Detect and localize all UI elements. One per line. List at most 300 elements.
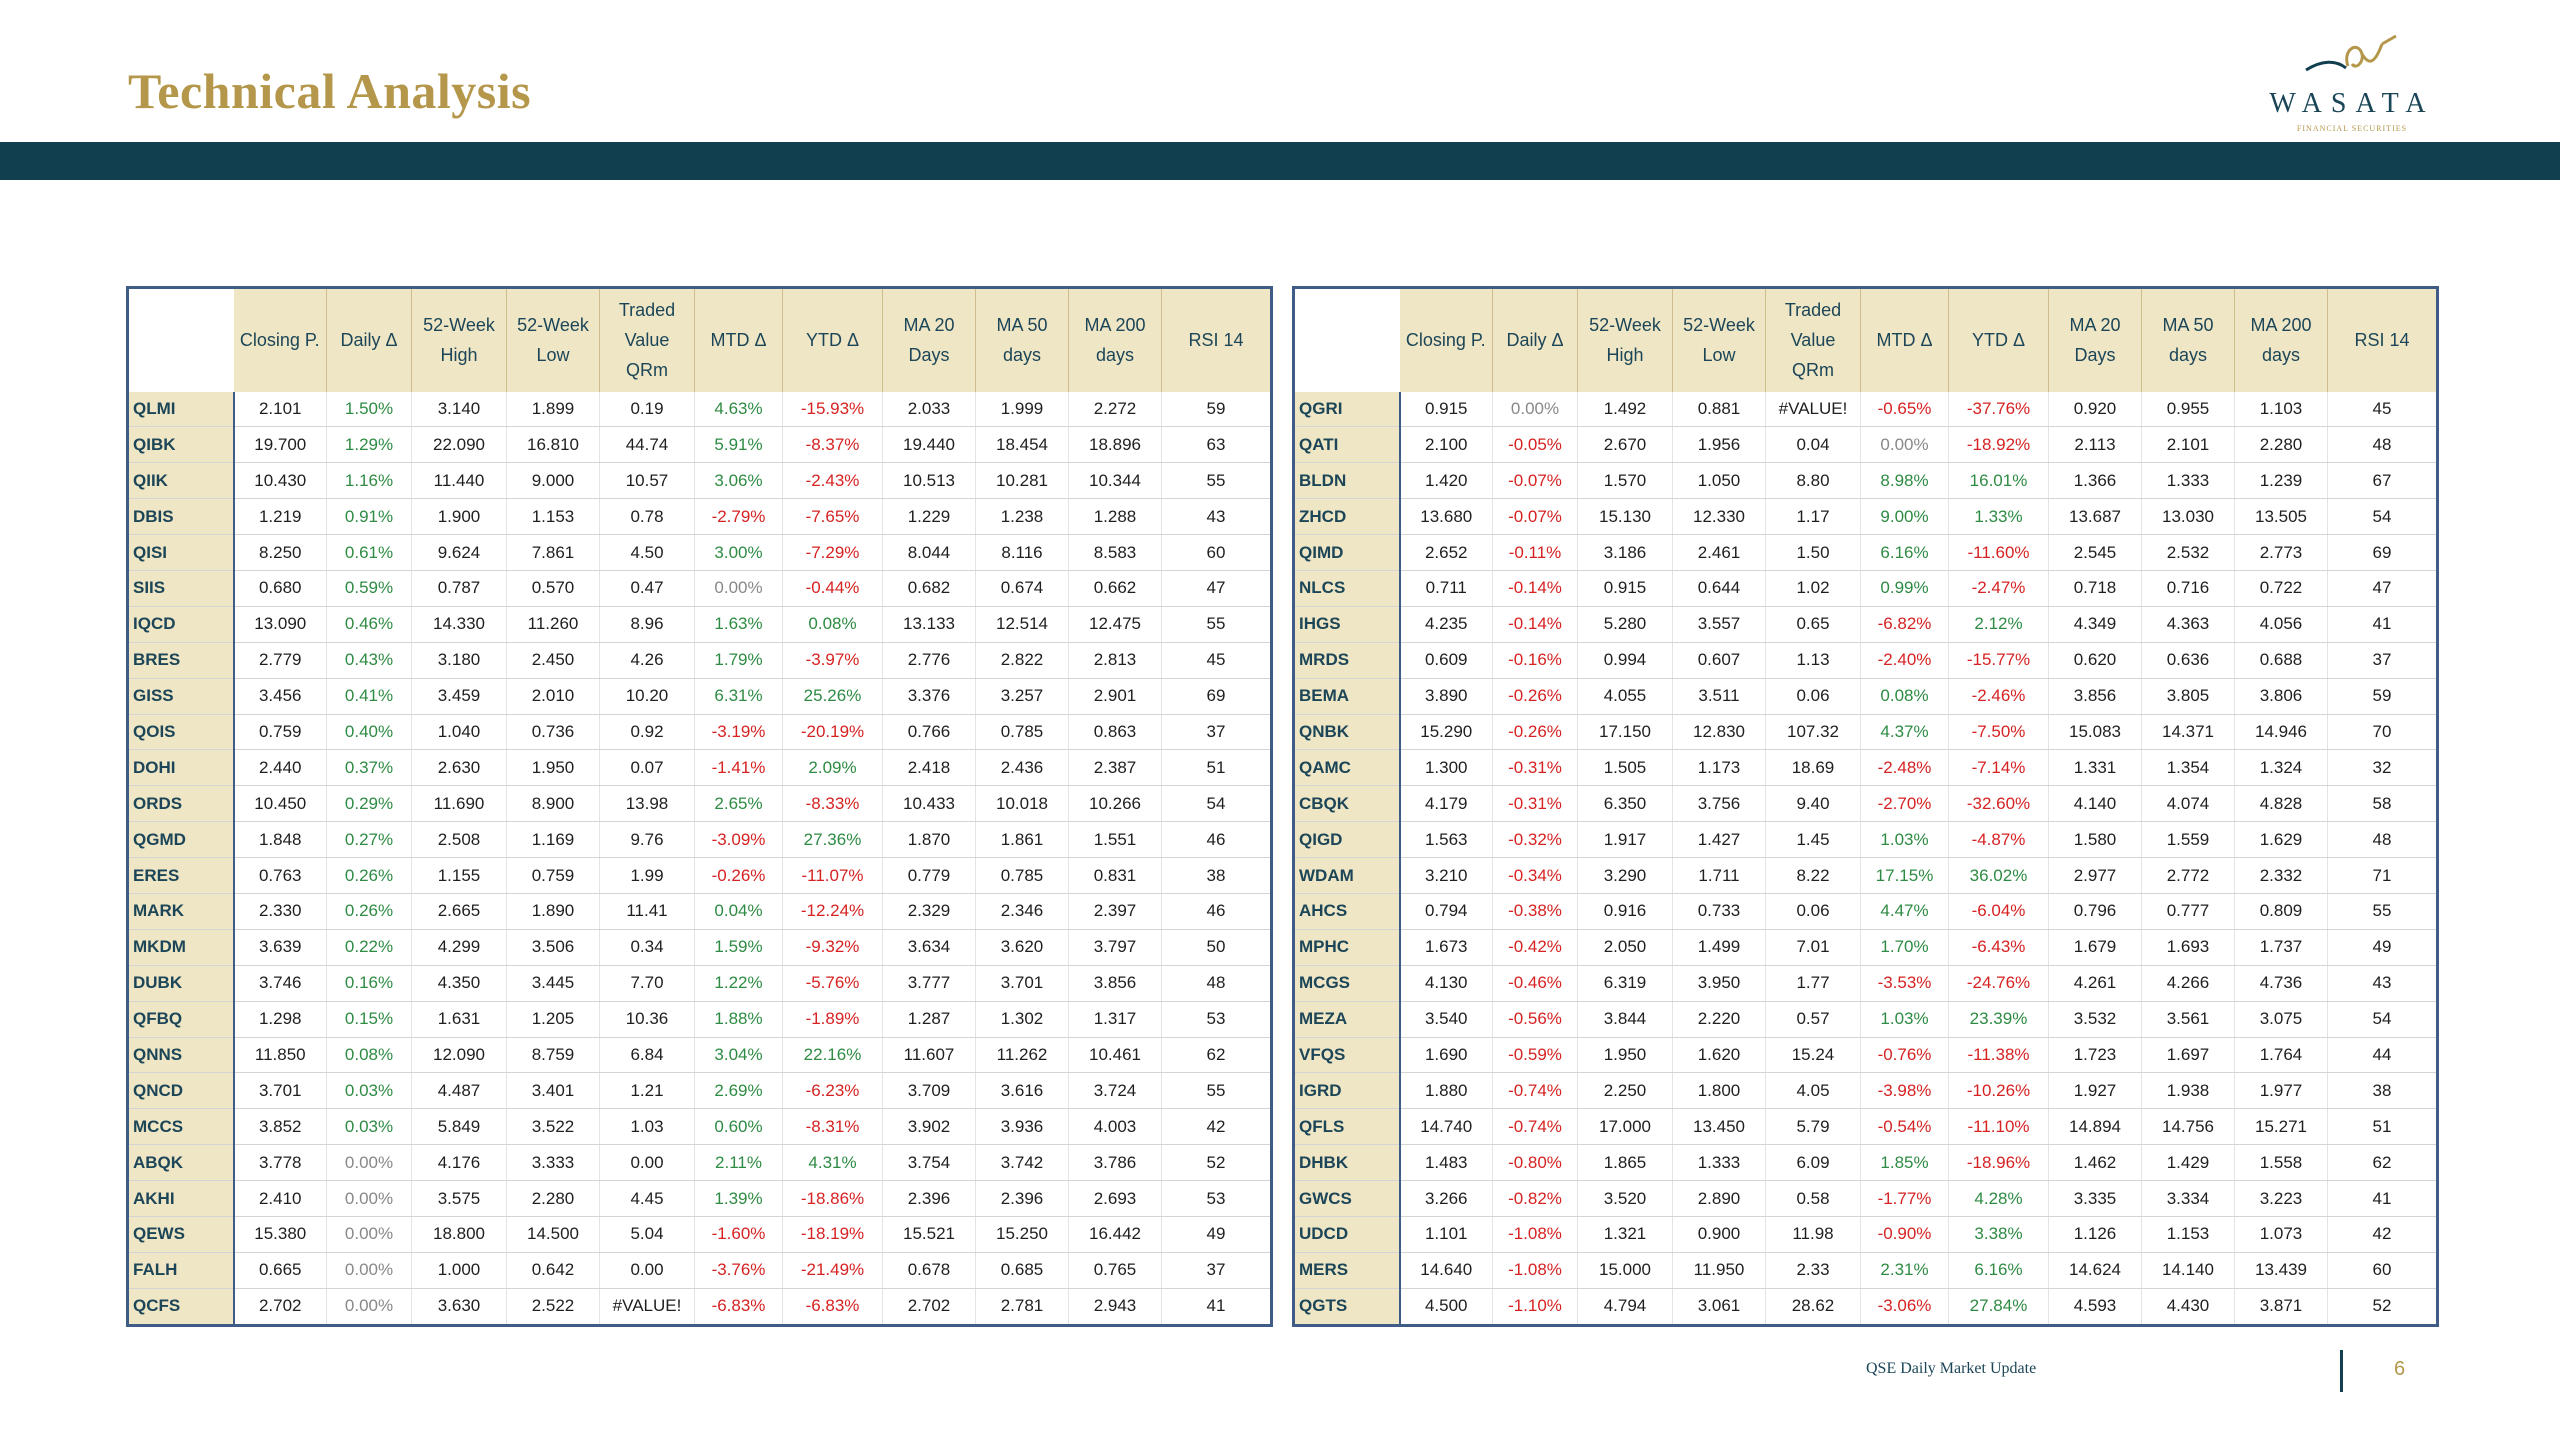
ma200-cell: 1.551 xyxy=(1069,822,1162,858)
ma200-cell: 1.239 xyxy=(2235,463,2328,499)
traded-cell: 2.33 xyxy=(1766,1252,1861,1288)
ma20-cell: 2.113 xyxy=(2049,427,2142,463)
ma20-cell: 4.140 xyxy=(2049,786,2142,822)
high52-cell: 17.150 xyxy=(1578,714,1673,750)
daily-cell: 0.16% xyxy=(327,965,412,1001)
traded-cell: 28.62 xyxy=(1766,1288,1861,1325)
traded-cell: 0.34 xyxy=(600,929,695,965)
mtd-cell: 9.00% xyxy=(1861,499,1949,535)
table-row xyxy=(128,822,1272,858)
ma50-cell: 10.018 xyxy=(976,786,1069,822)
mtd-cell: -0.65% xyxy=(1861,392,1949,427)
rsi-cell: 43 xyxy=(2328,965,2438,1001)
ma200-cell: 2.332 xyxy=(2235,858,2328,894)
ma200-cell: 1.288 xyxy=(1069,499,1162,535)
table-row xyxy=(1294,1252,2438,1288)
ma20-cell: 14.894 xyxy=(2049,1109,2142,1145)
column-header-high52: 52-Week High xyxy=(1578,288,1673,392)
ma50-cell: 0.785 xyxy=(976,858,1069,894)
ticker-cell: QLMI xyxy=(128,392,234,427)
mtd-cell: 2.11% xyxy=(695,1145,783,1181)
ytd-cell: 25.26% xyxy=(783,678,883,714)
table-row xyxy=(1294,606,2438,642)
high52-cell: 1.950 xyxy=(1578,1037,1673,1073)
ma200-cell: 3.724 xyxy=(1069,1073,1162,1109)
traded-cell: 10.57 xyxy=(600,463,695,499)
mtd-cell: -3.76% xyxy=(695,1252,783,1288)
daily-cell: -0.14% xyxy=(1493,570,1578,606)
closing-cell: 0.609 xyxy=(1400,642,1493,678)
ma50-cell: 2.396 xyxy=(976,1181,1069,1217)
traded-cell: 1.45 xyxy=(1766,822,1861,858)
table-row xyxy=(128,463,1272,499)
table-row xyxy=(1294,1181,2438,1217)
table-row xyxy=(128,786,1272,822)
closing-cell: 1.101 xyxy=(1400,1216,1493,1252)
traded-cell: 4.26 xyxy=(600,642,695,678)
ma200-cell: 3.223 xyxy=(2235,1181,2328,1217)
mtd-cell: -2.48% xyxy=(1861,750,1949,786)
technical-table-left xyxy=(126,286,1273,1327)
mtd-cell: 3.06% xyxy=(695,463,783,499)
ma20-cell: 0.678 xyxy=(883,1252,976,1288)
column-header-closing: Closing P. xyxy=(1400,288,1493,392)
mtd-cell: -0.26% xyxy=(695,858,783,894)
high52-cell: 2.508 xyxy=(412,822,507,858)
closing-cell: 2.410 xyxy=(234,1181,327,1217)
closing-cell: 3.639 xyxy=(234,929,327,965)
ytd-cell: -6.04% xyxy=(1949,893,2049,929)
high52-cell: 6.350 xyxy=(1578,786,1673,822)
high52-cell: 18.800 xyxy=(412,1216,507,1252)
traded-cell: 4.05 xyxy=(1766,1073,1861,1109)
rsi-cell: 38 xyxy=(2328,1073,2438,1109)
table-row xyxy=(1294,1037,2438,1073)
daily-cell: -0.31% xyxy=(1493,786,1578,822)
ticker-cell: ZHCD xyxy=(1294,499,1400,535)
ma50-cell: 3.257 xyxy=(976,678,1069,714)
ticker-cell: QGMD xyxy=(128,822,234,858)
ma50-cell: 2.532 xyxy=(2142,535,2235,571)
daily-cell: 0.26% xyxy=(327,858,412,894)
low52-cell: 2.010 xyxy=(507,678,600,714)
closing-cell: 1.483 xyxy=(1400,1145,1493,1181)
ytd-cell: -9.32% xyxy=(783,929,883,965)
ma200-cell: 1.764 xyxy=(2235,1037,2328,1073)
column-header-ma200: MA 200 days xyxy=(1069,288,1162,392)
daily-cell: 0.91% xyxy=(327,499,412,535)
daily-cell: -0.34% xyxy=(1493,858,1578,894)
ma200-cell: 1.737 xyxy=(2235,929,2328,965)
closing-cell: 15.290 xyxy=(1400,714,1493,750)
ma20-cell: 0.620 xyxy=(2049,642,2142,678)
ytd-cell: -21.49% xyxy=(783,1252,883,1288)
ticker-cell: IQCD xyxy=(128,606,234,642)
low52-cell: 3.506 xyxy=(507,929,600,965)
ma20-cell: 4.261 xyxy=(2049,965,2142,1001)
rsi-cell: 62 xyxy=(2328,1145,2438,1181)
table-row xyxy=(128,965,1272,1001)
ticker-cell: BEMA xyxy=(1294,678,1400,714)
ma200-cell: 4.003 xyxy=(1069,1109,1162,1145)
ma20-cell: 2.776 xyxy=(883,642,976,678)
brand-logo xyxy=(2262,30,2442,140)
closing-cell: 3.456 xyxy=(234,678,327,714)
table-row xyxy=(1294,965,2438,1001)
daily-cell: -0.42% xyxy=(1493,929,1578,965)
brand-name: WASATA xyxy=(2269,88,2435,119)
mtd-cell: 0.99% xyxy=(1861,570,1949,606)
table-row xyxy=(128,427,1272,463)
ma50-cell: 2.772 xyxy=(2142,858,2235,894)
traded-cell: 5.04 xyxy=(600,1216,695,1252)
column-header-ma20: MA 20 Days xyxy=(2049,288,2142,392)
ticker-cell: QNNS xyxy=(128,1037,234,1073)
ytd-cell: -11.60% xyxy=(1949,535,2049,571)
low52-cell: 0.736 xyxy=(507,714,600,750)
ma50-cell: 0.716 xyxy=(2142,570,2235,606)
ma50-cell: 1.697 xyxy=(2142,1037,2235,1073)
table-row xyxy=(1294,822,2438,858)
ticker-cell: GWCS xyxy=(1294,1181,1400,1217)
ytd-cell: -11.07% xyxy=(783,858,883,894)
mtd-cell: -6.82% xyxy=(1861,606,1949,642)
ma50-cell: 1.238 xyxy=(976,499,1069,535)
closing-cell: 1.673 xyxy=(1400,929,1493,965)
ma20-cell: 3.777 xyxy=(883,965,976,1001)
mtd-cell: 0.00% xyxy=(1861,427,1949,463)
ytd-cell: -7.14% xyxy=(1949,750,2049,786)
ma20-cell: 1.287 xyxy=(883,1001,976,1037)
column-header-ma20: MA 20 Days xyxy=(883,288,976,392)
column-header-ytd: YTD Δ xyxy=(783,288,883,392)
rsi-cell: 37 xyxy=(1162,1252,1272,1288)
mtd-cell: -0.90% xyxy=(1861,1216,1949,1252)
closing-cell: 11.850 xyxy=(234,1037,327,1073)
low52-cell: 1.169 xyxy=(507,822,600,858)
rsi-cell: 54 xyxy=(2328,499,2438,535)
low52-cell: 16.810 xyxy=(507,427,600,463)
mtd-cell: 1.79% xyxy=(695,642,783,678)
table-row xyxy=(128,929,1272,965)
daily-cell: 0.22% xyxy=(327,929,412,965)
traded-cell: 8.80 xyxy=(1766,463,1861,499)
ma200-cell: 16.442 xyxy=(1069,1216,1162,1252)
low52-cell: 2.461 xyxy=(1673,535,1766,571)
rsi-cell: 45 xyxy=(2328,392,2438,427)
closing-cell: 3.890 xyxy=(1400,678,1493,714)
ma50-cell: 4.430 xyxy=(2142,1288,2235,1325)
mtd-cell: 4.47% xyxy=(1861,893,1949,929)
ma200-cell: 0.765 xyxy=(1069,1252,1162,1288)
ma50-cell: 4.266 xyxy=(2142,965,2235,1001)
ma50-cell: 2.781 xyxy=(976,1288,1069,1325)
ma20-cell: 3.856 xyxy=(2049,678,2142,714)
mtd-cell: 1.39% xyxy=(695,1181,783,1217)
column-header-high52: 52-Week High xyxy=(412,288,507,392)
ma20-cell: 3.376 xyxy=(883,678,976,714)
ma50-cell: 13.030 xyxy=(2142,499,2235,535)
logo-mark-icon xyxy=(2302,30,2402,82)
rsi-cell: 41 xyxy=(1162,1288,1272,1325)
table-row xyxy=(128,714,1272,750)
low52-cell: 0.759 xyxy=(507,858,600,894)
ma50-cell: 3.620 xyxy=(976,929,1069,965)
table-header-row xyxy=(1294,288,2438,392)
rsi-cell: 60 xyxy=(1162,535,1272,571)
ma50-cell: 10.281 xyxy=(976,463,1069,499)
daily-cell: -0.16% xyxy=(1493,642,1578,678)
high52-cell: 4.350 xyxy=(412,965,507,1001)
ticker-cell: SIIS xyxy=(128,570,234,606)
traded-cell: 0.00 xyxy=(600,1145,695,1181)
ma20-cell: 0.718 xyxy=(2049,570,2142,606)
rsi-cell: 41 xyxy=(2328,606,2438,642)
ticker-cell: BLDN xyxy=(1294,463,1400,499)
ticker-cell: DOHI xyxy=(128,750,234,786)
daily-cell: 0.00% xyxy=(327,1181,412,1217)
table-row xyxy=(128,1109,1272,1145)
rsi-cell: 32 xyxy=(2328,750,2438,786)
closing-cell: 13.680 xyxy=(1400,499,1493,535)
low52-cell: 1.173 xyxy=(1673,750,1766,786)
ma200-cell: 1.317 xyxy=(1069,1001,1162,1037)
ma50-cell: 4.074 xyxy=(2142,786,2235,822)
traded-cell: 0.47 xyxy=(600,570,695,606)
rsi-cell: 45 xyxy=(1162,642,1272,678)
rsi-cell: 69 xyxy=(2328,535,2438,571)
ytd-cell: -37.76% xyxy=(1949,392,2049,427)
traded-cell: 13.98 xyxy=(600,786,695,822)
column-header-low52: 52-Week Low xyxy=(1673,288,1766,392)
ma200-cell: 1.629 xyxy=(2235,822,2328,858)
closing-cell: 4.235 xyxy=(1400,606,1493,642)
rsi-cell: 51 xyxy=(1162,750,1272,786)
ma50-cell: 12.514 xyxy=(976,606,1069,642)
ma20-cell: 10.433 xyxy=(883,786,976,822)
daily-cell: 1.29% xyxy=(327,427,412,463)
ytd-cell: -20.19% xyxy=(783,714,883,750)
ma200-cell: 0.809 xyxy=(2235,893,2328,929)
ma200-cell: 0.662 xyxy=(1069,570,1162,606)
rsi-cell: 69 xyxy=(1162,678,1272,714)
ticker-cell: MPHC xyxy=(1294,929,1400,965)
ma20-cell: 19.440 xyxy=(883,427,976,463)
ma50-cell: 2.101 xyxy=(2142,427,2235,463)
rsi-cell: 49 xyxy=(2328,929,2438,965)
high52-cell: 1.040 xyxy=(412,714,507,750)
ma50-cell: 1.861 xyxy=(976,822,1069,858)
ma50-cell: 1.153 xyxy=(2142,1216,2235,1252)
traded-cell: #VALUE! xyxy=(1766,392,1861,427)
rsi-cell: 52 xyxy=(2328,1288,2438,1325)
high52-cell: 3.186 xyxy=(1578,535,1673,571)
mtd-cell: 1.03% xyxy=(1861,1001,1949,1037)
ticker-cell: FALH xyxy=(128,1252,234,1288)
column-header-traded: Traded Value QRm xyxy=(1766,288,1861,392)
ytd-cell: 27.36% xyxy=(783,822,883,858)
table-row xyxy=(128,499,1272,535)
traded-cell: 4.50 xyxy=(600,535,695,571)
table-row xyxy=(1294,1073,2438,1109)
rsi-cell: 58 xyxy=(2328,786,2438,822)
ma200-cell: 1.558 xyxy=(2235,1145,2328,1181)
closing-cell: 2.440 xyxy=(234,750,327,786)
mtd-cell: 1.70% xyxy=(1861,929,1949,965)
table-row xyxy=(1294,1288,2438,1325)
high52-cell: 14.330 xyxy=(412,606,507,642)
ticker-cell: QISI xyxy=(128,535,234,571)
rsi-cell: 54 xyxy=(2328,1001,2438,1037)
high52-cell: 9.624 xyxy=(412,535,507,571)
high52-cell: 2.670 xyxy=(1578,427,1673,463)
daily-cell: 1.50% xyxy=(327,392,412,427)
closing-cell: 8.250 xyxy=(234,535,327,571)
ma200-cell: 2.943 xyxy=(1069,1288,1162,1325)
ma20-cell: 1.366 xyxy=(2049,463,2142,499)
ytd-cell: -6.43% xyxy=(1949,929,2049,965)
daily-cell: 1.16% xyxy=(327,463,412,499)
page-number: 6 xyxy=(2394,1358,2406,1380)
ma20-cell: 13.133 xyxy=(883,606,976,642)
ma200-cell: 0.831 xyxy=(1069,858,1162,894)
high52-cell: 3.630 xyxy=(412,1288,507,1325)
traded-cell: #VALUE! xyxy=(600,1288,695,1325)
daily-cell: 0.00% xyxy=(1493,392,1578,427)
ma20-cell: 1.462 xyxy=(2049,1145,2142,1181)
ticker-cell: QNCD xyxy=(128,1073,234,1109)
traded-cell: 9.76 xyxy=(600,822,695,858)
traded-cell: 4.45 xyxy=(600,1181,695,1217)
table-row xyxy=(1294,570,2438,606)
mtd-cell: 6.31% xyxy=(695,678,783,714)
high52-cell: 4.299 xyxy=(412,929,507,965)
closing-cell: 0.794 xyxy=(1400,893,1493,929)
rsi-cell: 48 xyxy=(2328,427,2438,463)
high52-cell: 15.130 xyxy=(1578,499,1673,535)
ytd-cell: -2.43% xyxy=(783,463,883,499)
daily-cell: -1.08% xyxy=(1493,1216,1578,1252)
closing-cell: 1.563 xyxy=(1400,822,1493,858)
high52-cell: 1.155 xyxy=(412,858,507,894)
mtd-cell: 0.08% xyxy=(1861,678,1949,714)
ma20-cell: 0.682 xyxy=(883,570,976,606)
ma20-cell: 2.329 xyxy=(883,893,976,929)
closing-cell: 3.778 xyxy=(234,1145,327,1181)
table-row xyxy=(1294,1109,2438,1145)
closing-cell: 2.330 xyxy=(234,893,327,929)
column-header-ma200: MA 200 days xyxy=(2235,288,2328,392)
ma50-cell: 1.302 xyxy=(976,1001,1069,1037)
closing-cell: 10.450 xyxy=(234,786,327,822)
column-header-daily: Daily Δ xyxy=(327,288,412,392)
rsi-cell: 59 xyxy=(2328,678,2438,714)
ticker-cell: MCCS xyxy=(128,1109,234,1145)
table-row xyxy=(128,750,1272,786)
closing-cell: 4.179 xyxy=(1400,786,1493,822)
traded-cell: 1.21 xyxy=(600,1073,695,1109)
ma50-cell: 1.693 xyxy=(2142,929,2235,965)
rsi-cell: 67 xyxy=(2328,463,2438,499)
high52-cell: 3.575 xyxy=(412,1181,507,1217)
ytd-cell: -11.38% xyxy=(1949,1037,2049,1073)
ma200-cell: 3.806 xyxy=(2235,678,2328,714)
low52-cell: 0.733 xyxy=(1673,893,1766,929)
traded-cell: 0.06 xyxy=(1766,893,1861,929)
ma20-cell: 15.083 xyxy=(2049,714,2142,750)
ytd-cell: 23.39% xyxy=(1949,1001,2049,1037)
ma50-cell: 1.354 xyxy=(2142,750,2235,786)
daily-cell: 0.00% xyxy=(327,1145,412,1181)
traded-cell: 7.01 xyxy=(1766,929,1861,965)
closing-cell: 3.210 xyxy=(1400,858,1493,894)
mtd-cell: 2.69% xyxy=(695,1073,783,1109)
low52-cell: 12.330 xyxy=(1673,499,1766,535)
daily-cell: 0.00% xyxy=(327,1216,412,1252)
daily-cell: -0.38% xyxy=(1493,893,1578,929)
low52-cell: 1.950 xyxy=(507,750,600,786)
ticker-cell: MARK xyxy=(128,893,234,929)
ma200-cell: 2.693 xyxy=(1069,1181,1162,1217)
ytd-cell: -10.26% xyxy=(1949,1073,2049,1109)
mtd-cell: 1.63% xyxy=(695,606,783,642)
ma200-cell: 2.272 xyxy=(1069,392,1162,427)
ticker-cell: AKHI xyxy=(128,1181,234,1217)
high52-cell: 2.630 xyxy=(412,750,507,786)
table-row xyxy=(1294,786,2438,822)
ytd-cell: 2.12% xyxy=(1949,606,2049,642)
closing-cell: 0.665 xyxy=(234,1252,327,1288)
ma20-cell: 3.754 xyxy=(883,1145,976,1181)
rsi-cell: 71 xyxy=(2328,858,2438,894)
high52-cell: 4.487 xyxy=(412,1073,507,1109)
mtd-cell: 1.88% xyxy=(695,1001,783,1037)
mtd-cell: -1.77% xyxy=(1861,1181,1949,1217)
mtd-cell: -3.19% xyxy=(695,714,783,750)
rsi-cell: 41 xyxy=(2328,1181,2438,1217)
table-row xyxy=(128,570,1272,606)
ytd-cell: 2.09% xyxy=(783,750,883,786)
rsi-cell: 47 xyxy=(2328,570,2438,606)
ma20-cell: 1.331 xyxy=(2049,750,2142,786)
closing-cell: 14.640 xyxy=(1400,1252,1493,1288)
ma50-cell: 3.805 xyxy=(2142,678,2235,714)
closing-cell: 1.848 xyxy=(234,822,327,858)
ytd-cell: 16.01% xyxy=(1949,463,2049,499)
column-header-ytd: YTD Δ xyxy=(1949,288,2049,392)
ma50-cell: 3.616 xyxy=(976,1073,1069,1109)
low52-cell: 8.759 xyxy=(507,1037,600,1073)
traded-cell: 1.03 xyxy=(600,1109,695,1145)
high52-cell: 1.492 xyxy=(1578,392,1673,427)
low52-cell: 3.445 xyxy=(507,965,600,1001)
ticker-cell: MEZA xyxy=(1294,1001,1400,1037)
ma50-cell: 3.936 xyxy=(976,1109,1069,1145)
high52-cell: 1.321 xyxy=(1578,1216,1673,1252)
table-row xyxy=(128,1181,1272,1217)
ticker-cell: MRDS xyxy=(1294,642,1400,678)
closing-cell: 0.759 xyxy=(234,714,327,750)
ma20-cell: 3.709 xyxy=(883,1073,976,1109)
ma50-cell: 1.429 xyxy=(2142,1145,2235,1181)
column-header-rsi: RSI 14 xyxy=(1162,288,1272,392)
ma50-cell: 11.262 xyxy=(976,1037,1069,1073)
page-title: Technical Analysis xyxy=(128,63,532,119)
ytd-cell: -15.93% xyxy=(783,392,883,427)
mtd-cell: -2.40% xyxy=(1861,642,1949,678)
rsi-cell: 49 xyxy=(1162,1216,1272,1252)
traded-cell: 1.13 xyxy=(1766,642,1861,678)
